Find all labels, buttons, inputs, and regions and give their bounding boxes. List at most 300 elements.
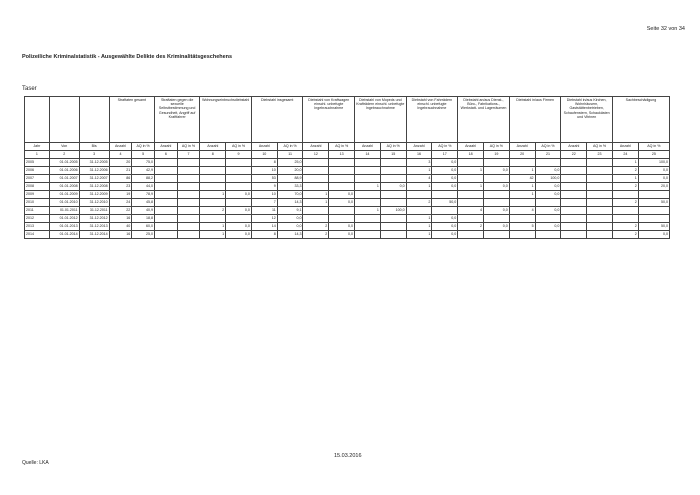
table-cell xyxy=(638,191,669,199)
table-cell: 0,0 xyxy=(432,175,458,183)
table-cell xyxy=(509,231,535,239)
table-cell: 0,0 xyxy=(483,167,509,175)
table-cell xyxy=(303,159,329,167)
subheader-cell: AQ in % xyxy=(226,143,252,151)
table-cell xyxy=(355,223,381,231)
table-cell: 01.01.2007 xyxy=(49,175,79,183)
table-cell: 9,1 xyxy=(277,207,303,215)
table-cell: 1 xyxy=(406,167,432,175)
subheader-cell: Anzahl xyxy=(109,143,132,151)
table-cell xyxy=(458,215,484,223)
table-cell xyxy=(329,167,355,175)
table-cell: 0,0 xyxy=(432,183,458,191)
table-cell xyxy=(587,167,613,175)
table-cell xyxy=(154,175,177,183)
table-cell xyxy=(226,159,252,167)
table-cell xyxy=(509,199,535,207)
table-cell: 0,0 xyxy=(483,183,509,191)
table-cell: 2 xyxy=(612,199,638,207)
table-cell xyxy=(177,215,200,223)
table-cell: 31.12.2005 xyxy=(79,159,109,167)
table-cell xyxy=(200,183,226,191)
table-cell xyxy=(561,183,587,191)
column-number-cell: 14 xyxy=(355,151,381,159)
table-cell: 01.01.2006 xyxy=(49,167,79,175)
subheader-cell: Anzahl xyxy=(303,143,329,151)
table-cell: 78,9 xyxy=(132,191,155,199)
subheader-cell: AQ in % xyxy=(277,143,303,151)
table-cell: 40,9 xyxy=(132,207,155,215)
table-cell: 20,0 xyxy=(277,167,303,175)
table-cell xyxy=(154,183,177,191)
table-cell: 4 xyxy=(458,207,484,215)
table-cell: 0,0 xyxy=(535,183,561,191)
table-cell: 14,3 xyxy=(277,231,303,239)
column-number-cell: 23 xyxy=(587,151,613,159)
column-number-cell: 19 xyxy=(483,151,509,159)
header-blank-cell xyxy=(49,97,79,143)
table-cell: 31.12.2011 xyxy=(79,207,109,215)
table-cell xyxy=(380,167,406,175)
header-blank-cell xyxy=(25,97,50,143)
table-cell: 0,0 xyxy=(226,231,252,239)
column-number-cell: 17 xyxy=(432,151,458,159)
subheader-cell: Von xyxy=(49,143,79,151)
table-cell xyxy=(177,223,200,231)
table-cell xyxy=(329,207,355,215)
table-cell: 2 xyxy=(612,167,638,175)
table-cell: 0,0 xyxy=(329,191,355,199)
table-cell xyxy=(355,215,381,223)
table-cell: 0,0 xyxy=(638,167,669,175)
table-cell: 4 xyxy=(406,175,432,183)
table-cell: 2 xyxy=(612,223,638,231)
table-row xyxy=(25,159,670,167)
table-cell: 0,0 xyxy=(638,231,669,239)
table-cell: 0,0 xyxy=(277,223,303,231)
table-cell: 3 xyxy=(406,159,432,167)
table-cell xyxy=(587,159,613,167)
table-cell xyxy=(406,207,432,215)
table-cell xyxy=(406,191,432,199)
table-cell: 01.01.2005 xyxy=(49,159,79,167)
table-cell xyxy=(355,231,381,239)
column-number-cell: 2 xyxy=(49,151,79,159)
subheader-cell: Anzahl xyxy=(200,143,226,151)
subheader-cell: Anzahl xyxy=(458,143,484,151)
table-cell xyxy=(303,215,329,223)
group-header-cell: Straftaten gegen die sexuelle Selbstbestimmung und Gesundheit, Angriff auf Kraftfahrer xyxy=(154,97,199,143)
table-cell xyxy=(303,167,329,175)
table-cell xyxy=(177,159,200,167)
table-cell xyxy=(154,231,177,239)
subheader-cell: AQ in % xyxy=(329,143,355,151)
table-cell: 0,0 xyxy=(535,167,561,175)
table-cell xyxy=(638,207,669,215)
table-cell: 0,0 xyxy=(329,231,355,239)
table-cell: 70,0 xyxy=(277,191,303,199)
table-cell: 0,0 xyxy=(432,231,458,239)
table-cell: 01.01.2014 xyxy=(49,231,79,239)
subheader-cell: AQ in % xyxy=(587,143,613,151)
subheader-cell: Anzahl xyxy=(251,143,277,151)
table-cell: 16 xyxy=(109,215,132,223)
city-label: Taser xyxy=(22,86,37,92)
table-cell xyxy=(458,175,484,183)
table-cell: 0,0 xyxy=(432,159,458,167)
table-cell: 42 xyxy=(509,175,535,183)
table-cell xyxy=(154,207,177,215)
table-cell: 2 xyxy=(612,231,638,239)
subheader-cell: AQ in % xyxy=(380,143,406,151)
table-cell xyxy=(483,175,509,183)
table-cell xyxy=(380,231,406,239)
column-number-cell: 25 xyxy=(638,151,669,159)
table-cell: 0,0 xyxy=(432,167,458,175)
table-cell: 2009 xyxy=(25,191,50,199)
table-cell: 60,0 xyxy=(132,223,155,231)
table-cell xyxy=(535,215,561,223)
group-header-cell: Diebstahl insgesamt xyxy=(251,97,303,143)
column-number-cell: 7 xyxy=(177,151,200,159)
table-cell: 2012 xyxy=(25,215,50,223)
table-cell: 7 xyxy=(251,199,277,207)
table-cell xyxy=(509,159,535,167)
table-cell: 1 xyxy=(200,223,226,231)
table-cell xyxy=(303,183,329,191)
table-cell xyxy=(226,167,252,175)
table-cell: 100,0 xyxy=(380,207,406,215)
table-cell xyxy=(177,199,200,207)
table-cell: 2 xyxy=(303,223,329,231)
table-cell xyxy=(355,199,381,207)
table-cell: 1 xyxy=(509,191,535,199)
subheader-cell: Anzahl xyxy=(154,143,177,151)
table-cell: 21 xyxy=(109,167,132,175)
table-cell: 0,0 xyxy=(329,199,355,207)
table-cell xyxy=(177,175,200,183)
table-row xyxy=(25,175,670,183)
table-cell: 1 xyxy=(406,223,432,231)
subheader-cell: Anzahl xyxy=(355,143,381,151)
subheader-cell: AQ in % xyxy=(432,143,458,151)
table-cell xyxy=(355,175,381,183)
table-cell: 8 xyxy=(251,159,277,167)
page-title: Polizeiliche Kriminalstatistik - Ausgewählte Delikte des Kriminalitätsgeschehens xyxy=(22,54,233,60)
table-cell xyxy=(432,191,458,199)
table-cell: 100,0 xyxy=(535,175,561,183)
table-cell: 2011 xyxy=(25,207,50,215)
subheader-cell: AQ in % xyxy=(638,143,669,151)
table-cell xyxy=(458,191,484,199)
subheader-cell: AQ in % xyxy=(483,143,509,151)
statistics-table xyxy=(24,96,670,239)
table-cell: 19 xyxy=(109,191,132,199)
table-cell xyxy=(561,167,587,175)
table-cell: 1 xyxy=(509,183,535,191)
table-cell: 2013 xyxy=(25,223,50,231)
table-cell xyxy=(154,199,177,207)
table-cell xyxy=(380,199,406,207)
table-cell xyxy=(200,175,226,183)
table-cell: 2010 xyxy=(25,199,50,207)
footer-source: Quelle: LKA xyxy=(22,460,49,466)
table-cell xyxy=(458,231,484,239)
group-header-cell: Diebstahl in/aus Firmen xyxy=(509,97,561,143)
table-cell: 1 xyxy=(303,199,329,207)
column-number-cell: 16 xyxy=(406,151,432,159)
table-cell xyxy=(458,159,484,167)
table-cell: 01.01.2008 xyxy=(49,183,79,191)
table-cell xyxy=(154,215,177,223)
table-cell: 45,8 xyxy=(132,199,155,207)
table-cell: 0,0 xyxy=(483,223,509,231)
table-cell xyxy=(535,199,561,207)
table-cell xyxy=(154,167,177,175)
table-cell: 22 xyxy=(109,207,132,215)
table-cell: 44,0 xyxy=(132,183,155,191)
table-cell: 100,0 xyxy=(638,159,669,167)
table-cell xyxy=(154,223,177,231)
table-cell xyxy=(355,167,381,175)
table-cell xyxy=(226,199,252,207)
table-cell xyxy=(177,191,200,199)
table-cell: 8 xyxy=(251,231,277,239)
table-cell: 01.01.2010 xyxy=(49,199,79,207)
table-row xyxy=(25,183,670,191)
table-row xyxy=(25,207,670,215)
table-cell: 5 xyxy=(509,223,535,231)
column-number-cell: 10 xyxy=(251,151,277,159)
column-number-cell: 22 xyxy=(561,151,587,159)
table-row xyxy=(25,199,670,207)
subheader-cell: AQ in % xyxy=(177,143,200,151)
table-cell: 75,0 xyxy=(132,159,155,167)
table-cell: 31.12.2006 xyxy=(79,167,109,175)
table-cell xyxy=(303,175,329,183)
table-cell xyxy=(380,191,406,199)
table-cell: 31.12.2010 xyxy=(79,199,109,207)
table-cell: 33,3 xyxy=(277,183,303,191)
table-cell: 23 xyxy=(109,183,132,191)
column-number-cell: 20 xyxy=(509,151,535,159)
table-cell xyxy=(561,207,587,215)
table-cell: 1 xyxy=(355,207,381,215)
table-cell: 86 xyxy=(109,175,132,183)
table-cell: 11 xyxy=(251,207,277,215)
column-number-cell: 24 xyxy=(612,151,638,159)
table-cell xyxy=(587,199,613,207)
table-cell xyxy=(612,191,638,199)
subheader-cell: Jahr xyxy=(25,143,50,151)
table-cell xyxy=(380,159,406,167)
table-cell: 1 xyxy=(355,183,381,191)
table-cell: 31.12.2013 xyxy=(79,223,109,231)
table-cell xyxy=(458,199,484,207)
table-cell: 10 xyxy=(251,191,277,199)
table-cell xyxy=(535,231,561,239)
table-cell: 1 xyxy=(200,231,226,239)
group-header-cell: Diebstahl in/aus Kirchen, Wohnhäusern, Gaststättenbetrieben, Schaufenstern, Schaukästen und Vitrinen xyxy=(561,97,613,143)
table-cell xyxy=(561,223,587,231)
table-cell: 2008 xyxy=(25,183,50,191)
table-cell xyxy=(587,223,613,231)
subheader-cell: Anzahl xyxy=(561,143,587,151)
table-cell xyxy=(483,231,509,239)
table-cell: 2 xyxy=(612,183,638,191)
table-cell: 31.12.2012 xyxy=(79,215,109,223)
table-row xyxy=(25,215,670,223)
table-cell xyxy=(483,199,509,207)
page-number: Seite 32 von 34 xyxy=(646,26,685,32)
table-cell xyxy=(587,183,613,191)
table-cell: 0,0 xyxy=(329,223,355,231)
table-cell xyxy=(200,167,226,175)
table-cell xyxy=(561,215,587,223)
table-cell xyxy=(587,191,613,199)
table-cell: 1 xyxy=(612,159,638,167)
table-cell: 20,0 xyxy=(638,183,669,191)
table-cell: 0,0 xyxy=(226,207,252,215)
table-cell: 0,0 xyxy=(535,191,561,199)
table-cell xyxy=(509,215,535,223)
table-cell xyxy=(200,199,226,207)
table-cell: 0,0 xyxy=(380,183,406,191)
table-cell xyxy=(587,175,613,183)
table-cell xyxy=(638,215,669,223)
table-cell: 9 xyxy=(251,183,277,191)
subheader-cell: Anzahl xyxy=(509,143,535,151)
table-cell: 31.12.2008 xyxy=(79,183,109,191)
table-cell: 50,0 xyxy=(432,199,458,207)
table-cell: 1 xyxy=(509,167,535,175)
column-number-cell: 5 xyxy=(132,151,155,159)
table-cell xyxy=(329,183,355,191)
column-number-cell: 9 xyxy=(226,151,252,159)
table-cell: 1 xyxy=(406,231,432,239)
column-number-cell: 8 xyxy=(200,151,226,159)
table-header-row xyxy=(25,97,670,143)
table-row xyxy=(25,231,670,239)
group-header-cell: Straftaten gesamt xyxy=(109,97,154,143)
table-cell: 1 xyxy=(303,191,329,199)
subheader-cell: Anzahl xyxy=(612,143,638,151)
table-cell: 31.12.2009 xyxy=(79,191,109,199)
table-cell xyxy=(380,175,406,183)
table-cell: 2 xyxy=(406,199,432,207)
table-subheader-row xyxy=(25,143,670,151)
table-cell: 2 xyxy=(458,223,484,231)
table-cell: 1 xyxy=(406,215,432,223)
table-cell: 42,9 xyxy=(132,167,155,175)
subheader-cell: AQ in % xyxy=(535,143,561,151)
footer-date: 15.03.2016 xyxy=(334,453,362,459)
table-cell xyxy=(177,207,200,215)
table-cell xyxy=(612,207,638,215)
table-cell xyxy=(303,207,329,215)
table-cell xyxy=(432,207,458,215)
table-cell: 0,0 xyxy=(226,191,252,199)
table-cell: 25,0 xyxy=(132,231,155,239)
table-cell: 2 xyxy=(303,231,329,239)
table-cell xyxy=(483,215,509,223)
subheader-cell: Bis xyxy=(79,143,109,151)
table-cell: 1 xyxy=(200,191,226,199)
table-cell: 4 xyxy=(509,207,535,215)
group-header-cell: Diebstahl an/aus Dienst-, Büro-, Fabrikations-, Werkstatt- und Lagerräumen xyxy=(458,97,510,143)
table-cell: 01.01.2009 xyxy=(49,191,79,199)
column-number-cell: 12 xyxy=(303,151,329,159)
table-cell xyxy=(380,215,406,223)
group-header-cell: Diebstahl von Fahrrädern einschl. unbefugte Ingebrauchnahme xyxy=(406,97,458,143)
table-cell xyxy=(177,167,200,175)
column-number-cell: 3 xyxy=(79,151,109,159)
table-cell: 50,0 xyxy=(638,199,669,207)
table-cell: 16 xyxy=(109,231,132,239)
table-row xyxy=(25,167,670,175)
table-cell: 0,0 xyxy=(432,215,458,223)
table-cell: 40 xyxy=(109,223,132,231)
table-cell: 25,0 xyxy=(277,159,303,167)
table-cell: 24 xyxy=(109,199,132,207)
table-cell xyxy=(154,191,177,199)
table-cell: 2005 xyxy=(25,159,50,167)
table-cell: 0,0 xyxy=(483,207,509,215)
table-cell: 1 xyxy=(406,183,432,191)
table-cell: 0,0 xyxy=(226,223,252,231)
table-cell xyxy=(355,159,381,167)
table-cell: 14,3 xyxy=(277,199,303,207)
table-cell xyxy=(177,231,200,239)
table-cell: 31.12.2014 xyxy=(79,231,109,239)
column-number-cell: 15 xyxy=(380,151,406,159)
table-cell xyxy=(200,215,226,223)
column-number-cell: 18 xyxy=(458,151,484,159)
subheader-cell: Anzahl xyxy=(406,143,432,151)
table-cell xyxy=(200,159,226,167)
table-cell xyxy=(154,159,177,167)
table-cell xyxy=(483,191,509,199)
table-cell xyxy=(177,183,200,191)
table-cell: 01.01.2012 xyxy=(49,215,79,223)
group-header-cell: Diebstahl von Kraftwagen einschl. unbefugte Ingebrauchnahme xyxy=(303,97,355,143)
table-cell: 53 xyxy=(251,175,277,183)
column-number-cell: 13 xyxy=(329,151,355,159)
group-header-cell: Wohnungseinbruchsdiebstahl xyxy=(200,97,252,143)
table-cell xyxy=(329,175,355,183)
table-cell: 2006 xyxy=(25,167,50,175)
table-row xyxy=(25,191,670,199)
table-cell xyxy=(561,191,587,199)
table-cell xyxy=(561,199,587,207)
table-cell xyxy=(329,215,355,223)
column-number-cell: 11 xyxy=(277,151,303,159)
table-cell: 01.01.2013 xyxy=(49,223,79,231)
table-cell xyxy=(587,215,613,223)
table-cell: 10 xyxy=(251,167,277,175)
group-header-cell: Diebstahl von Mopeds und Krafträdern einschl. unbefugte Ingebrauchnahme xyxy=(355,97,407,143)
table-cell xyxy=(587,207,613,215)
column-number-cell: 4 xyxy=(109,151,132,159)
table-cell xyxy=(561,231,587,239)
table-row xyxy=(25,223,670,231)
subheader-cell: AQ in % xyxy=(132,143,155,151)
column-number-cell: 21 xyxy=(535,151,561,159)
table-column-number-row xyxy=(25,151,670,159)
table-cell xyxy=(226,175,252,183)
table-cell: 31.12.2007 xyxy=(79,175,109,183)
table-cell xyxy=(612,215,638,223)
